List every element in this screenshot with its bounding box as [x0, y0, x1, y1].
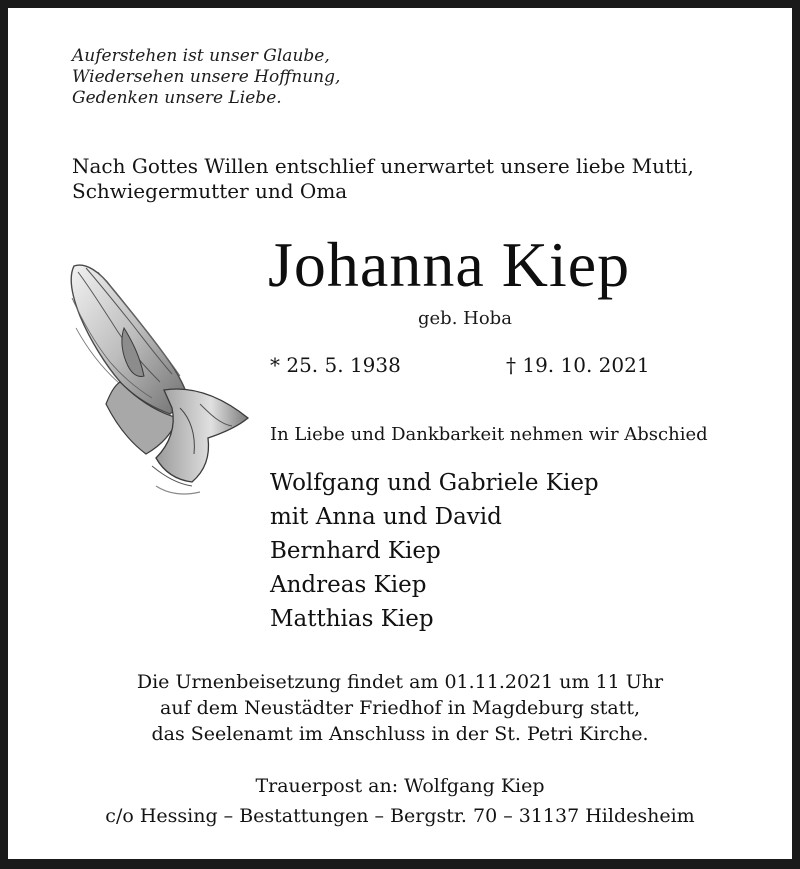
mourner-item: Matthias Kiep [270, 606, 434, 632]
maiden-name: geb. Hoba [418, 308, 512, 329]
burial-line: Die Urnenbeisetzung findet am 01.11.2021 um 11 Uhr [136, 671, 664, 693]
farewell-line: In Liebe und Dankbarkeit nehmen wir Abschied [270, 424, 708, 445]
mourners-list [270, 466, 599, 636]
intro-line: Nach Gottes Willen entschlief unerwartet unsere liebe Mutti, [72, 154, 694, 178]
burial-line: auf dem Neustädter Friedhof in Magdeburg statt, [160, 697, 640, 719]
praying-hands-icon [60, 258, 260, 498]
burial-info [0, 669, 800, 747]
address-line: c/o Hessing – Bestattungen – Bergstr. 70 – 31137 Hildesheim [105, 805, 695, 827]
motto-line: Wiedersehen unsere Hoffnung, [72, 67, 341, 87]
mourner-item: Andreas Kiep [270, 572, 427, 598]
condolence-address [0, 771, 800, 831]
motto-line: Gedenken unsere Liebe. [72, 88, 282, 108]
mourner-item: Bernhard Kiep [270, 538, 441, 564]
burial-line: das Seelenamt im Anschluss in der St. Petri Kirche. [151, 723, 649, 745]
death-date: † 19. 10. 2021 [506, 353, 650, 377]
motto-verse [72, 46, 340, 109]
intro-line: Schwiegermutter und Oma [72, 179, 348, 203]
mourner-item: Wolfgang und Gabriele Kiep [270, 470, 599, 496]
address-line: Trauerpost an: Wolfgang Kiep [255, 775, 545, 797]
intro-text [72, 154, 694, 204]
mourner-item: mit Anna und David [270, 504, 502, 530]
birth-date: * 25. 5. 1938 [270, 353, 401, 377]
deceased-name: Johanna Kiep [268, 229, 631, 300]
motto-line: Auferstehen ist unser Glaube, [72, 46, 330, 66]
